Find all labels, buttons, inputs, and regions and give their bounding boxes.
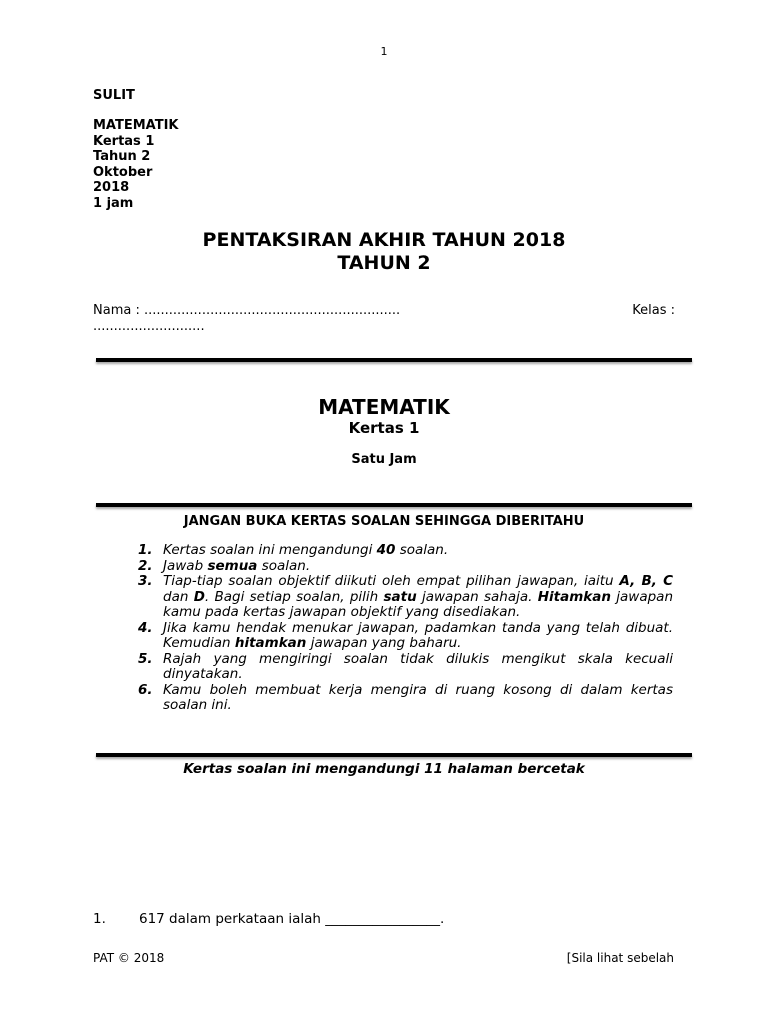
instruction-item: 2. Jawab semua soalan. xyxy=(138,557,311,574)
question-text: 617 dalam perkataan ialah _________________. xyxy=(139,911,445,927)
instruction-number: 1. xyxy=(138,542,153,558)
exam-title: PENTAKSIRAN AKHIR TAHUN 2018 xyxy=(202,229,566,251)
instruction-number: 5. xyxy=(138,650,153,667)
classification-label: SULIT xyxy=(93,88,135,103)
header-level: Tahun 2 xyxy=(93,149,151,165)
divider-bottom xyxy=(96,753,692,757)
page-number: 1 xyxy=(380,45,388,58)
instruction-item: 6. Kamu boleh membuat kerja mengira di ruang kosong di dalam kertas soalan ini. xyxy=(138,681,673,713)
instruction-number: 2. xyxy=(138,557,153,574)
header-duration: 1 jam xyxy=(93,195,134,211)
warning-notice: JANGAN BUKA KERTAS SOALAN SEHINGGA DIBERITAHU xyxy=(183,514,585,529)
exam-subtitle: TAHUN 2 xyxy=(337,252,431,274)
instruction-item: 4. Jika kamu hendak menukar jawapan, padamkan tanda yang telah dibuat. Kemudian hitamkan jawapan yang baharu. xyxy=(138,619,673,651)
footer-copyright: PAT © 2018 xyxy=(93,951,165,965)
instruction-number: 6. xyxy=(138,681,153,698)
header-year: 2018 xyxy=(93,180,130,196)
student-fields xyxy=(93,303,675,335)
exam-header-block xyxy=(93,118,179,212)
cover-paper: Kertas 1 xyxy=(348,419,420,437)
question-number: 1. xyxy=(93,911,106,927)
instruction-item: 5. Rajah yang mengiringi soalan tidak dilukis mengikut skala kecuali dinyatakan. xyxy=(138,650,673,682)
class-field-dots: ........................... xyxy=(93,319,205,334)
cover-subject: MATEMATIK xyxy=(318,395,450,419)
cover-duration: Satu Jam xyxy=(351,452,417,467)
divider-top xyxy=(96,358,692,362)
instruction-item: 1. Kertas soalan ini mengandungi 40 soalan. xyxy=(138,542,449,558)
instructions-list xyxy=(138,543,673,714)
footer-next-page: [Sila lihat sebelah xyxy=(566,951,674,965)
divider-middle xyxy=(96,503,692,507)
instruction-item: 3. Tiap-tiap soalan objektif diikuti oleh empat pilihan jawapan, iaitu A, B, C dan D. Bagi setiap soalan, pilih satu jawapan sahaja. Hitamkan jawapan kamu pada kertas jawapan objektif yang disediakan. xyxy=(138,573,673,620)
page-count-note: Kertas soalan ini mengandungi 11 halaman bercetak xyxy=(183,761,585,777)
header-month: Oktober xyxy=(93,164,153,180)
question-1 xyxy=(93,911,444,927)
instruction-number: 3. xyxy=(138,573,153,589)
instruction-number: 4. xyxy=(138,619,153,636)
header-paper: Kertas 1 xyxy=(93,133,155,149)
header-subject: MATEMATIK xyxy=(93,118,179,133)
class-label: Kelas : xyxy=(632,303,675,318)
name-field: Nama : .............................................................. xyxy=(93,303,401,318)
